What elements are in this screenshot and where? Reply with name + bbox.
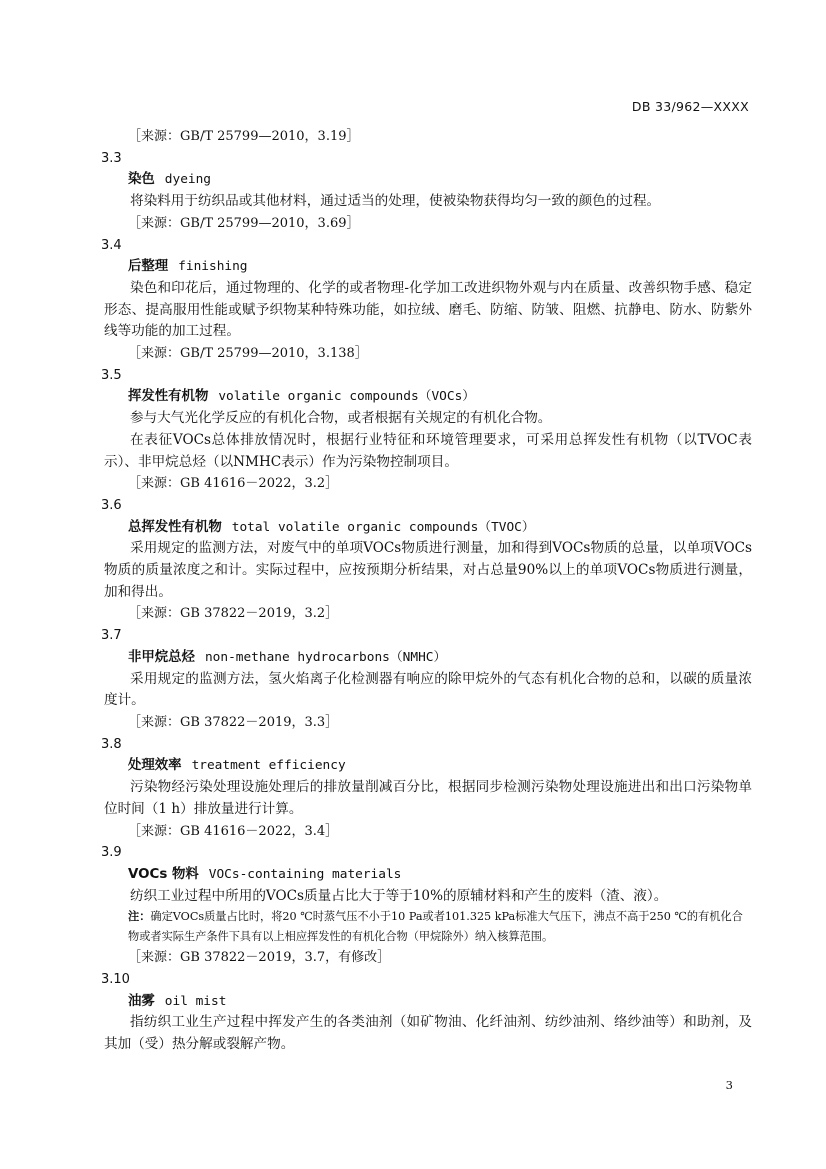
- definition-text: 采用规定的监测方法，对废气中的单项VOCs物质进行测量，加和得到VOCs物质的总量，以单项VOCs物质的质量浓度之和计。实际过程中，应按预期分析结果，对占总量90%以上的单项VOCs物质进行测量，加和得出。: [104, 540, 752, 600]
- source-ref: ［来源：GB/T 25799—2010，3.138］: [128, 346, 368, 362]
- term-zh: VOCs 物料: [128, 866, 199, 882]
- source-ref: ［来源：GB/T 25799—2010，3.19］: [128, 129, 360, 144]
- clause-number: 3.9: [101, 845, 122, 861]
- source-ref: ［来源：GB/T 25799—2010，3.69］: [128, 215, 360, 231]
- clause-number: 3.10: [101, 972, 130, 988]
- definition-text: 染色和印花后，通过物理的、化学的或者物理-化学加工改进织物外观与内在质量、改善织物手感、稳定形态、提高服用性能或赋予织物某种特殊功能，如拉绒、磨毛、防缩、防皱、阻燃、抗静电、防水、防紫外线等功能的加工过程。: [104, 279, 752, 340]
- definition-text: 污染物经污染处理设施处理后的排放量削减百分比，根据同步检测污染物处理设施进出和出口污染物单位时间（1 h）排放量进行计算。: [104, 779, 752, 817]
- doc-code-header: DB 33/962—XXXX: [631, 99, 749, 114]
- definition-text: 在表征VOCs总体排放情况时，根据行业特征和环境管理要求，可采用总挥发性有机物（以TVOC表示）、非甲烷总烃（以NMHC表示）作为污染物控制项目。: [104, 431, 752, 470]
- term-en: finishing: [178, 259, 248, 275]
- clause-number: 3.3: [101, 150, 122, 166]
- term-zh: 挥发性有机物: [128, 389, 209, 405]
- term-en: non-methane hydrocarbons（NMHC）: [204, 649, 447, 665]
- term-zh: 后整理: [128, 259, 169, 275]
- term-en: oil mist: [164, 993, 227, 1009]
- document-body: [101, 126, 752, 1056]
- definition-text: 采用规定的监测方法，氢火焰离子化检测器有响应的除甲烷外的气态有机化合物的总和，以碳的质量浓度计。: [104, 670, 752, 709]
- definition-text: 将染料用于纺织品或其他材料，通过适当的处理，使被染物获得均匀一致的颜色的过程。: [130, 193, 661, 210]
- source-ref: ［来源：GB 41616－2022，3.4］: [128, 823, 339, 839]
- definition-text: 指纺织工业生产过程中挥发产生的各类油剂（如矿物油、化纤油剂、纺纱油剂、络纱油等）和助剂，及其加（受）热分解或裂解产物。: [104, 1014, 752, 1053]
- source-ref: ［来源：GB 37822－2019，3.7，有修改］: [128, 950, 391, 966]
- clause-number: 3.5: [101, 367, 122, 383]
- term-heading: [104, 991, 752, 1013]
- term-en: treatment efficiency: [191, 758, 346, 774]
- term-heading: [104, 256, 752, 278]
- term-heading: [104, 647, 752, 669]
- clause-number: 3.6: [101, 497, 122, 513]
- term-heading: [104, 386, 752, 408]
- term-zh: 总挥发性有机物: [128, 519, 222, 535]
- clause-number: 3.7: [101, 628, 122, 644]
- term-zh: 染色: [128, 172, 155, 188]
- term-zh: 油雾: [128, 993, 155, 1009]
- source-ref: ［来源：GB 37822－2019，3.2］: [128, 606, 339, 622]
- term-en: dyeing: [164, 172, 212, 188]
- term-en: volatile organic compounds（VOCs）: [218, 389, 476, 405]
- clause-number: 3.4: [101, 237, 122, 253]
- clause-number: 3.8: [101, 736, 122, 752]
- term-zh: 处理效率: [128, 758, 182, 774]
- term-heading: [104, 517, 752, 539]
- term-heading: [104, 169, 752, 191]
- source-ref: ［来源：GB 37822－2019，3.3］: [128, 714, 339, 730]
- term-heading: [104, 864, 752, 886]
- definition-text: 参与大气光化学反应的有机化合物，或者根据有关规定的有机化合物。: [130, 410, 552, 427]
- term-en: total volatile organic compounds（TVOC）: [231, 519, 535, 535]
- note-text: 确定VOCs质量占比时，将20 ℃时蒸气压不小于10 Pa或者101.325 kPa标准大气压下，沸点不高于250 ℃的有机化合物或者实际生产条件下具有以上相应挥发性的有机化合物（甲烷除外）纳入核算范围。: [128, 910, 743, 944]
- note: [104, 907, 752, 947]
- note-label: 注：: [128, 910, 151, 924]
- page-number: 3: [725, 1078, 733, 1092]
- source-ref: ［来源：GB 41616－2022，3.2］: [128, 476, 339, 492]
- term-heading: [104, 755, 752, 777]
- term-zh: 非甲烷总烃: [128, 649, 195, 665]
- term-en: VOCs-containing materials: [208, 866, 402, 882]
- definition-text: 纺织工业过程中所用的VOCs质量占比大于等于10%的原辅材料和产生的废料（渣、液）。: [130, 887, 668, 904]
